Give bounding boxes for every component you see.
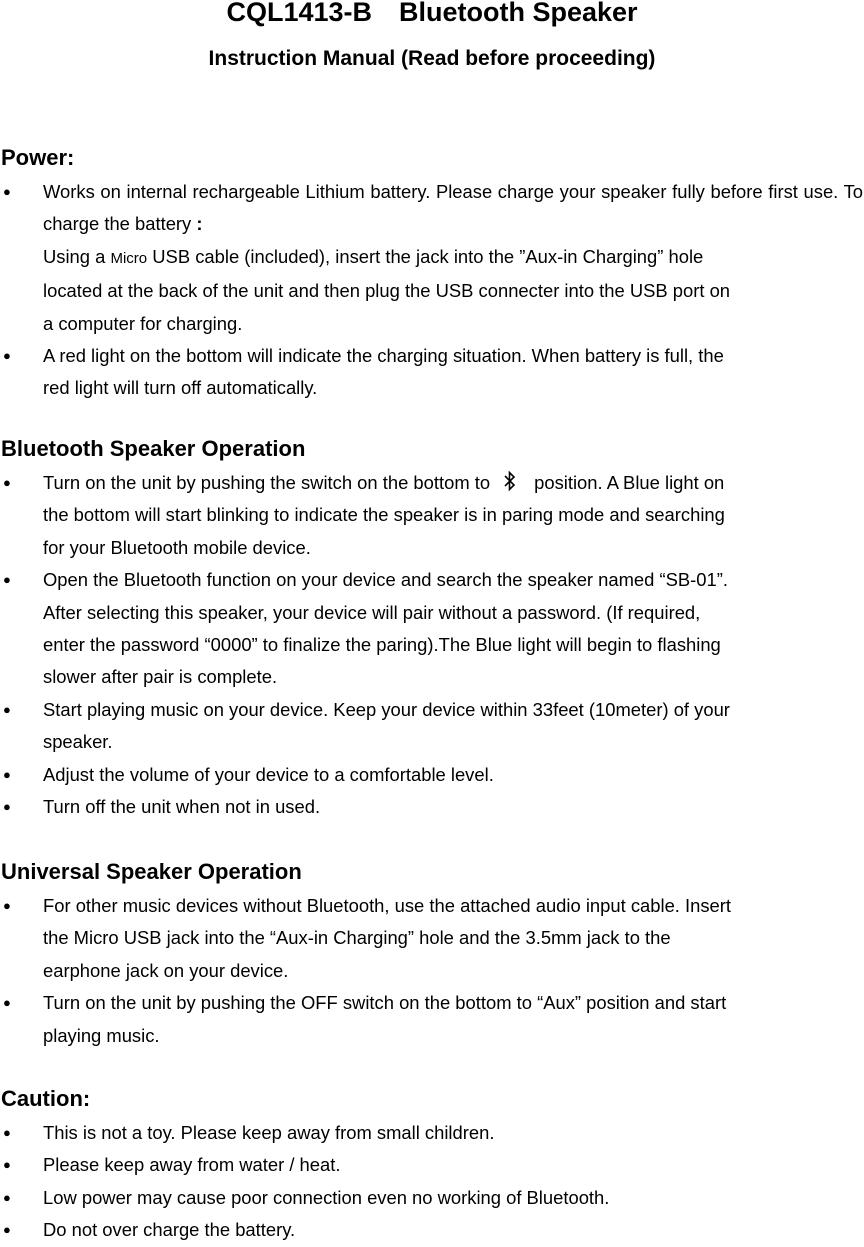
bullet-icon: ● xyxy=(3,898,11,913)
bluetooth-item-1-line-1: Turn on the unit by pushing the switch on the bottom to position. A Blue light on xyxy=(43,472,725,493)
universal-section xyxy=(0,856,864,1052)
universal-heading: Universal Speaker Operation xyxy=(1,859,302,884)
bluetooth-item-2 xyxy=(0,564,864,694)
micro-text: Micro xyxy=(110,249,148,267)
bluetooth-heading: Bluetooth Speaker Operation xyxy=(1,436,306,461)
bullet-icon: ● xyxy=(3,348,11,364)
bluetooth-item-1-line-2: the bottom will start blinking to indicate the speaker is in paring mode and searching xyxy=(43,504,725,526)
bullet-icon: ● xyxy=(3,799,11,815)
caution-heading: Caution: xyxy=(1,1086,91,1111)
caution-item-2-line-1: Please keep away from water / heat. xyxy=(43,1154,341,1176)
power-item-2 xyxy=(0,340,864,405)
universal-item-2-line-2: playing music. xyxy=(43,1024,160,1046)
universal-item-2-line-1: Turn on the unit by pushing the OFF switch on the bottom to “Aux” position and start xyxy=(43,992,727,1014)
bullet-icon: ● xyxy=(3,995,11,1011)
bullet-icon: ● xyxy=(3,701,11,717)
document-subtitle: Instruction Manual (Read before proceeding) xyxy=(208,47,656,70)
bullet-icon: ● xyxy=(3,475,11,490)
bluetooth-item-4 xyxy=(0,759,864,791)
caution-item-2 xyxy=(0,1149,864,1181)
power-item-1-colon: : xyxy=(191,213,203,235)
bullet-icon: ● xyxy=(3,572,11,588)
power-item-1 xyxy=(0,176,864,340)
bullet-icon: ● xyxy=(3,1157,11,1173)
caution-item-4-line-1: Do not over charge the battery. xyxy=(43,1219,296,1241)
bullet-icon: ● xyxy=(3,184,11,199)
bluetooth-item-2-line-2: After selecting this speaker, your device will pair without a password. (If required, xyxy=(43,601,701,623)
bullet-icon: ● xyxy=(3,766,11,782)
document-title: CQL1413-B Bluetooth Speaker xyxy=(226,0,638,27)
bluetooth-item-5-line-1: Turn off the unit when not in used. xyxy=(43,796,321,818)
bluetooth-section xyxy=(0,433,864,823)
bluetooth-item-2-line-3: enter the password “0000” to finalize the paring).The Blue light will begin to flashing xyxy=(43,634,721,656)
bullet-icon: ● xyxy=(3,1125,11,1140)
bullet-icon: ● xyxy=(3,1189,11,1205)
caution-item-3-line-1: Low power may cause poor connection even no working of Bluetooth. xyxy=(43,1186,610,1208)
power-item-2-line-1: A red light on the bottom will indicate the charging situation. When battery is full, the xyxy=(43,345,724,367)
universal-item-1-line-3: earphone jack on your device. xyxy=(43,959,289,981)
caution-item-3 xyxy=(0,1182,864,1214)
bluetooth-item-2-line-1: Open the Bluetooth function on your device and search the speaker named “SB-01”. xyxy=(43,569,728,591)
bluetooth-item-4-line-1: Adjust the volume of your device to a comfortable level. xyxy=(43,763,494,785)
bluetooth-item-3-line-1: Start playing music on your device. Keep your device within 33feet (10meter) of your xyxy=(43,698,730,720)
bluetooth-item-2-line-4: slower after pair is complete. xyxy=(43,666,278,688)
bluetooth-item-5 xyxy=(0,791,864,823)
universal-item-2 xyxy=(0,987,864,1052)
power-heading: Power: xyxy=(1,145,75,170)
universal-item-1-line-1: For other music devices without Bluetooth, use the attached audio input cable. Insert xyxy=(43,895,732,916)
bluetooth-item-3 xyxy=(0,694,864,759)
caution-item-1-line-1: This is not a toy. Please keep away from small children. xyxy=(43,1122,495,1143)
bluetooth-item-1 xyxy=(0,467,864,564)
power-item-1-line-4: a computer for charging. xyxy=(43,312,243,334)
power-item-1-line-3: located at the back of the unit and then plug the USB connecter into the USB port on xyxy=(43,280,731,302)
power-item-1-line-2: Using a Micro USB cable (included), insert the jack into the ”Aux-in Charging” hole xyxy=(43,245,704,267)
power-item-2-line-2: red light will turn off automatically. xyxy=(43,377,318,399)
bullet-icon: ● xyxy=(3,1222,11,1238)
bluetooth-icon xyxy=(502,470,518,492)
universal-item-1-line-2: the Micro USB jack into the “Aux-in Charging” hole and the 3.5mm jack to the xyxy=(43,927,671,949)
power-item-1-line-1: Works on internal rechargeable Lithium battery. Please charge your speaker fully before first use. To charge the battery xyxy=(43,181,863,235)
bluetooth-item-3-line-2: speaker. xyxy=(43,731,113,753)
bluetooth-item-1-line-3: for your Bluetooth mobile device. xyxy=(43,536,311,558)
caution-section xyxy=(0,1083,864,1247)
universal-item-1 xyxy=(0,890,864,987)
caution-item-1 xyxy=(0,1117,864,1149)
power-section xyxy=(0,142,864,405)
